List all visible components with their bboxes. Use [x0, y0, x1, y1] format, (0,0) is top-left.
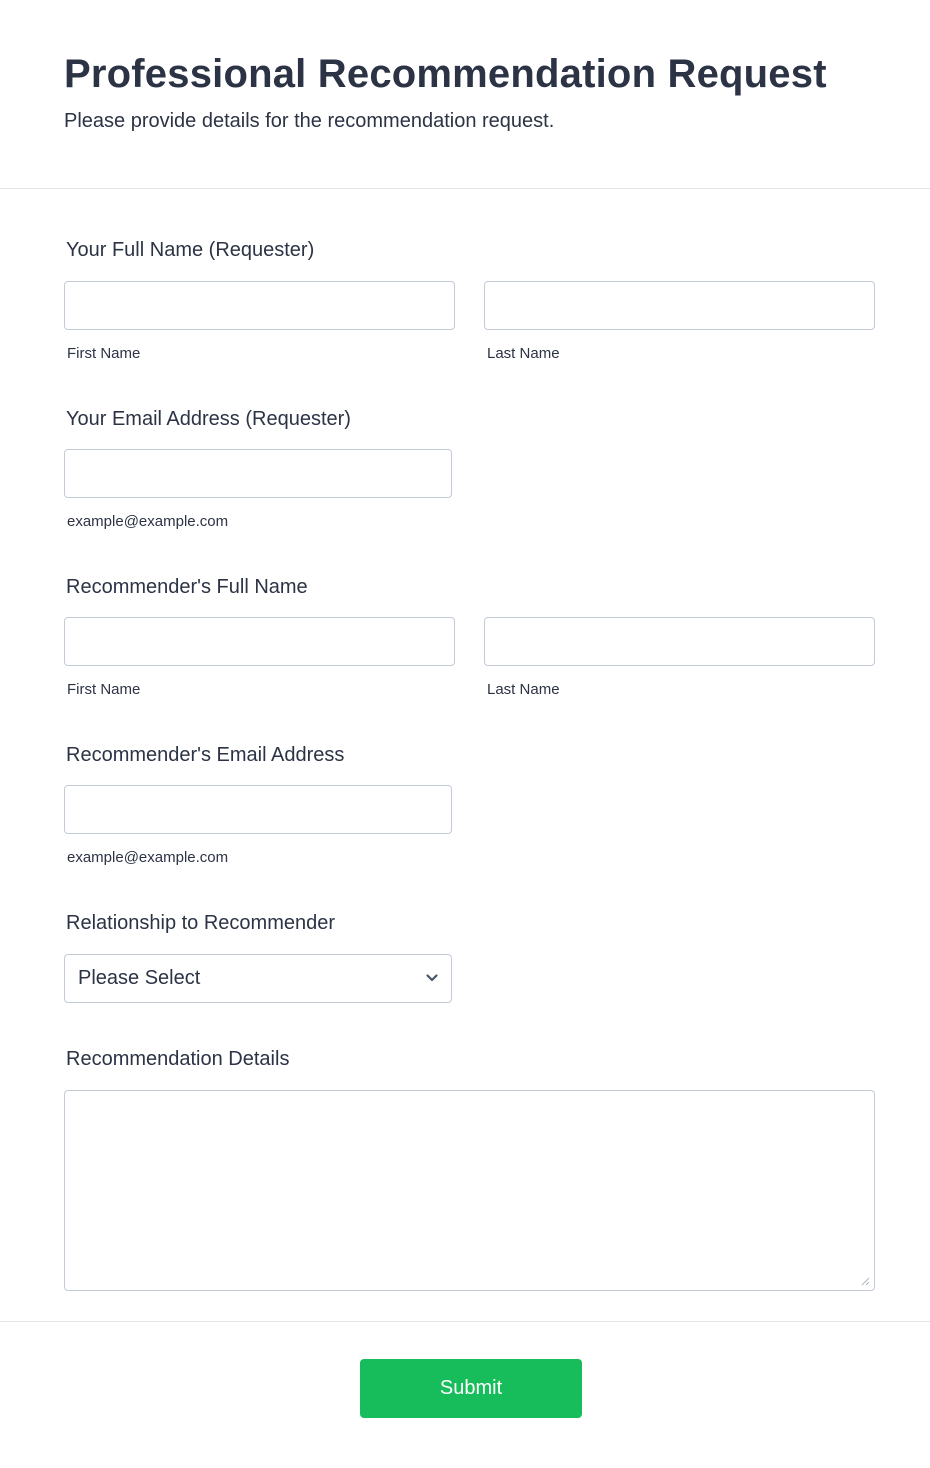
- page-title: Professional Recommendation Request: [64, 52, 827, 96]
- requester-email-sublabel: example@example.com: [67, 513, 229, 530]
- requester-email-input[interactable]: [65, 450, 451, 497]
- requester-last-name-sublabel: Last Name: [487, 345, 560, 362]
- recommender-last-name-input[interactable]: [485, 618, 874, 665]
- requester-first-name-input[interactable]: [65, 282, 454, 329]
- recommender-email-input[interactable]: [65, 786, 451, 833]
- requester-last-name-input[interactable]: [485, 282, 874, 329]
- resize-handle-icon[interactable]: [860, 1276, 870, 1286]
- chevron-down-icon: [425, 971, 439, 985]
- details-textarea-container[interactable]: [64, 1090, 875, 1291]
- page-subtitle: Please provide details for the recommendation request.: [64, 110, 555, 132]
- recommender-first-name-input[interactable]: [65, 618, 454, 665]
- recommender-name-label: Recommender's Full Name: [66, 576, 308, 598]
- relationship-selected-value: Please Select: [78, 967, 201, 989]
- requester-email-field[interactable]: [64, 449, 452, 498]
- requester-first-name-sublabel: First Name: [67, 345, 141, 362]
- recommender-first-name-sublabel: First Name: [67, 681, 141, 698]
- relationship-label: Relationship to Recommender: [66, 912, 336, 934]
- requester-last-name-field[interactable]: [484, 281, 875, 330]
- recommender-email-label: Recommender's Email Address: [66, 744, 345, 766]
- details-label: Recommendation Details: [66, 1048, 290, 1070]
- footer-divider: [0, 1321, 930, 1322]
- requester-email-label: Your Email Address (Requester): [66, 408, 351, 430]
- recommender-first-name-field[interactable]: [64, 617, 455, 666]
- recommender-email-sublabel: example@example.com: [67, 849, 229, 866]
- requester-first-name-field[interactable]: [64, 281, 455, 330]
- submit-button[interactable]: Submit: [360, 1359, 582, 1418]
- recommender-last-name-sublabel: Last Name: [487, 681, 560, 698]
- form-header: [0, 0, 930, 189]
- details-textarea[interactable]: [65, 1091, 874, 1290]
- recommender-email-field[interactable]: [64, 785, 452, 834]
- recommender-last-name-field[interactable]: [484, 617, 875, 666]
- requester-name-label: Your Full Name (Requester): [66, 239, 315, 261]
- relationship-dropdown[interactable]: [64, 954, 452, 1003]
